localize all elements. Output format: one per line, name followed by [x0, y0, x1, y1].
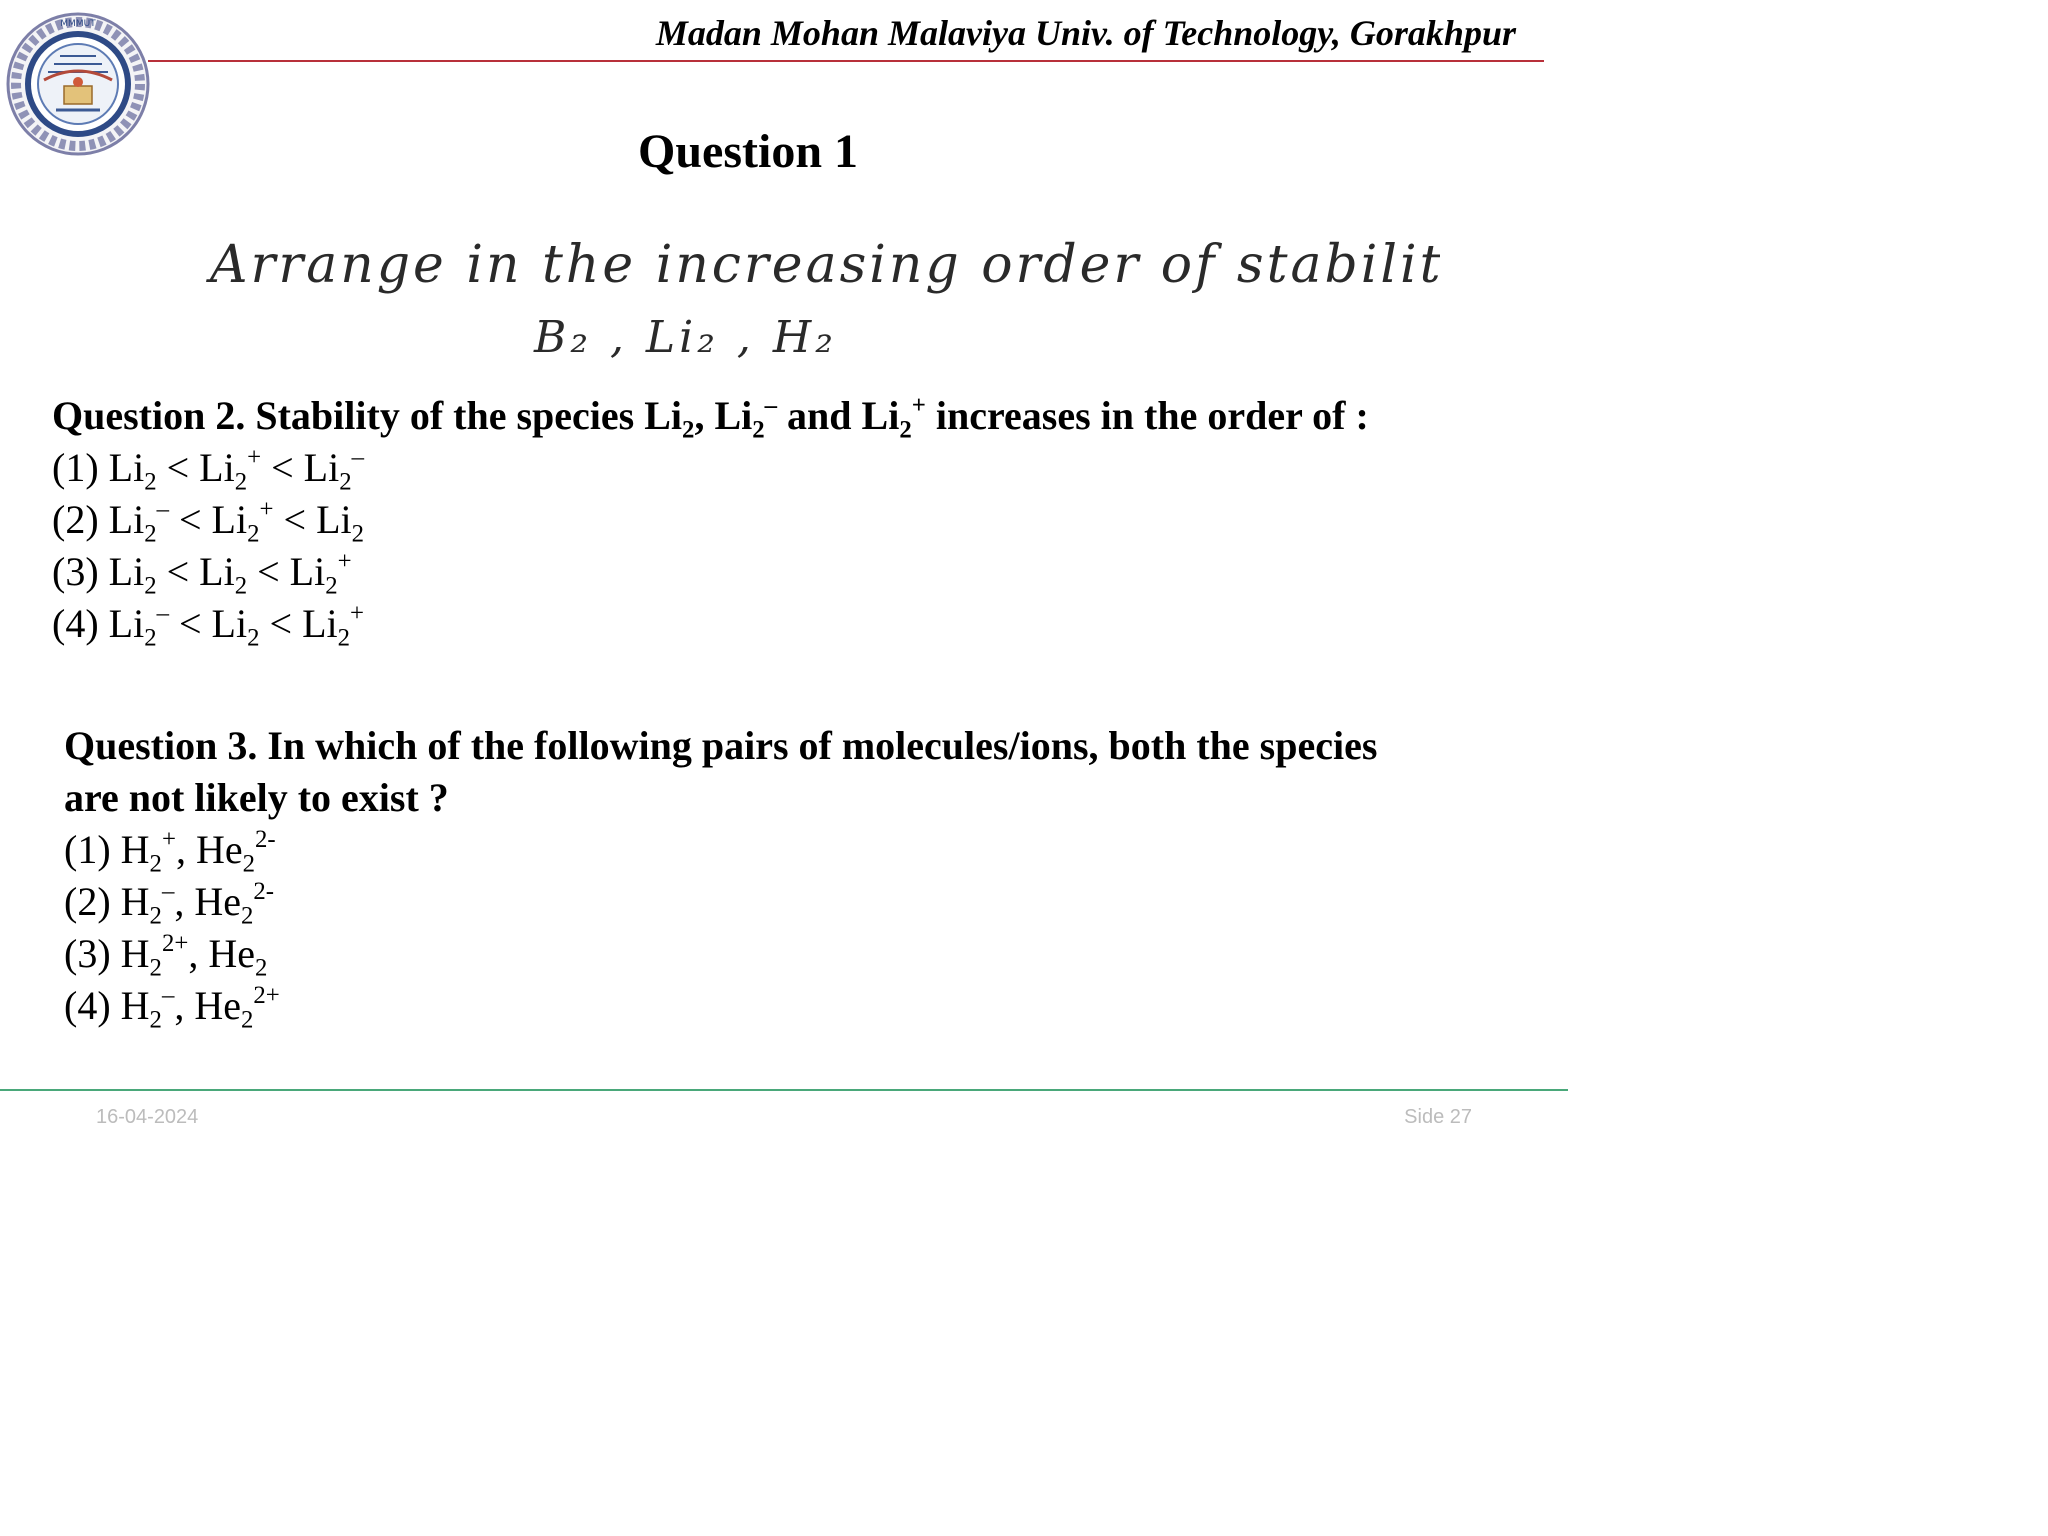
question3-block: [64, 720, 1377, 1032]
header-divider: [148, 60, 1544, 62]
question2-option-2: (2) $Li_2^- < Li_2^+ < Li_2$: [52, 495, 365, 548]
question3-option-1: (1) $H_2^+$, $He_2^{2-}$: [64, 825, 276, 878]
question2-stem: Question 2. Stability of the species $Li_2$, $Li_2^-$ and $Li_2^+$ increases in the order of :: [52, 391, 1369, 444]
question1-title: Question 1: [637, 125, 859, 178]
question3-stem-line1: Question 3. In which of the following pairs of molecules/ions, both the species: [64, 723, 1378, 768]
question3-options: [64, 824, 1377, 1032]
question2-block: [52, 390, 1369, 650]
question3-option-2: (2) $H_2^-$, $He_2^{2-}$: [64, 877, 275, 930]
handwritten-line-2: B₂ , Li₂ , H₂: [534, 312, 837, 363]
footer-slide-number: Side 27: [1404, 1106, 1472, 1128]
question3-option-3: (3) $H_2^{2+}$, $He_2$: [64, 929, 268, 982]
question1-handwritten-note: [200, 190, 1440, 370]
question3-option-4: (4) $H_2^-$, $He_2^{2+}$: [64, 981, 280, 1034]
question2-option-3: (3) $Li_2 < Li_2 < Li_2^+$: [52, 547, 352, 600]
header-university-name: Madan Mohan Malaviya Univ. of Technology, Gorakhpur: [655, 13, 1516, 53]
footer-divider: [0, 1089, 1568, 1091]
svg-text:MMMUT: MMMUT: [60, 19, 96, 29]
question2-option-4: (4) $Li_2^- < Li_2 < Li_2^+$: [52, 599, 365, 652]
question3-stem-line2: are not likely to exist ?: [64, 775, 449, 820]
footer-date: 16-04-2024: [96, 1106, 199, 1128]
question2-option-1: (1) $Li_2 < Li_2^+ < Li_2^-$: [52, 443, 365, 496]
question2-options: [52, 442, 1369, 650]
handwritten-line-1: Arrange in the increasing order of stability:-: [210, 235, 1440, 295]
